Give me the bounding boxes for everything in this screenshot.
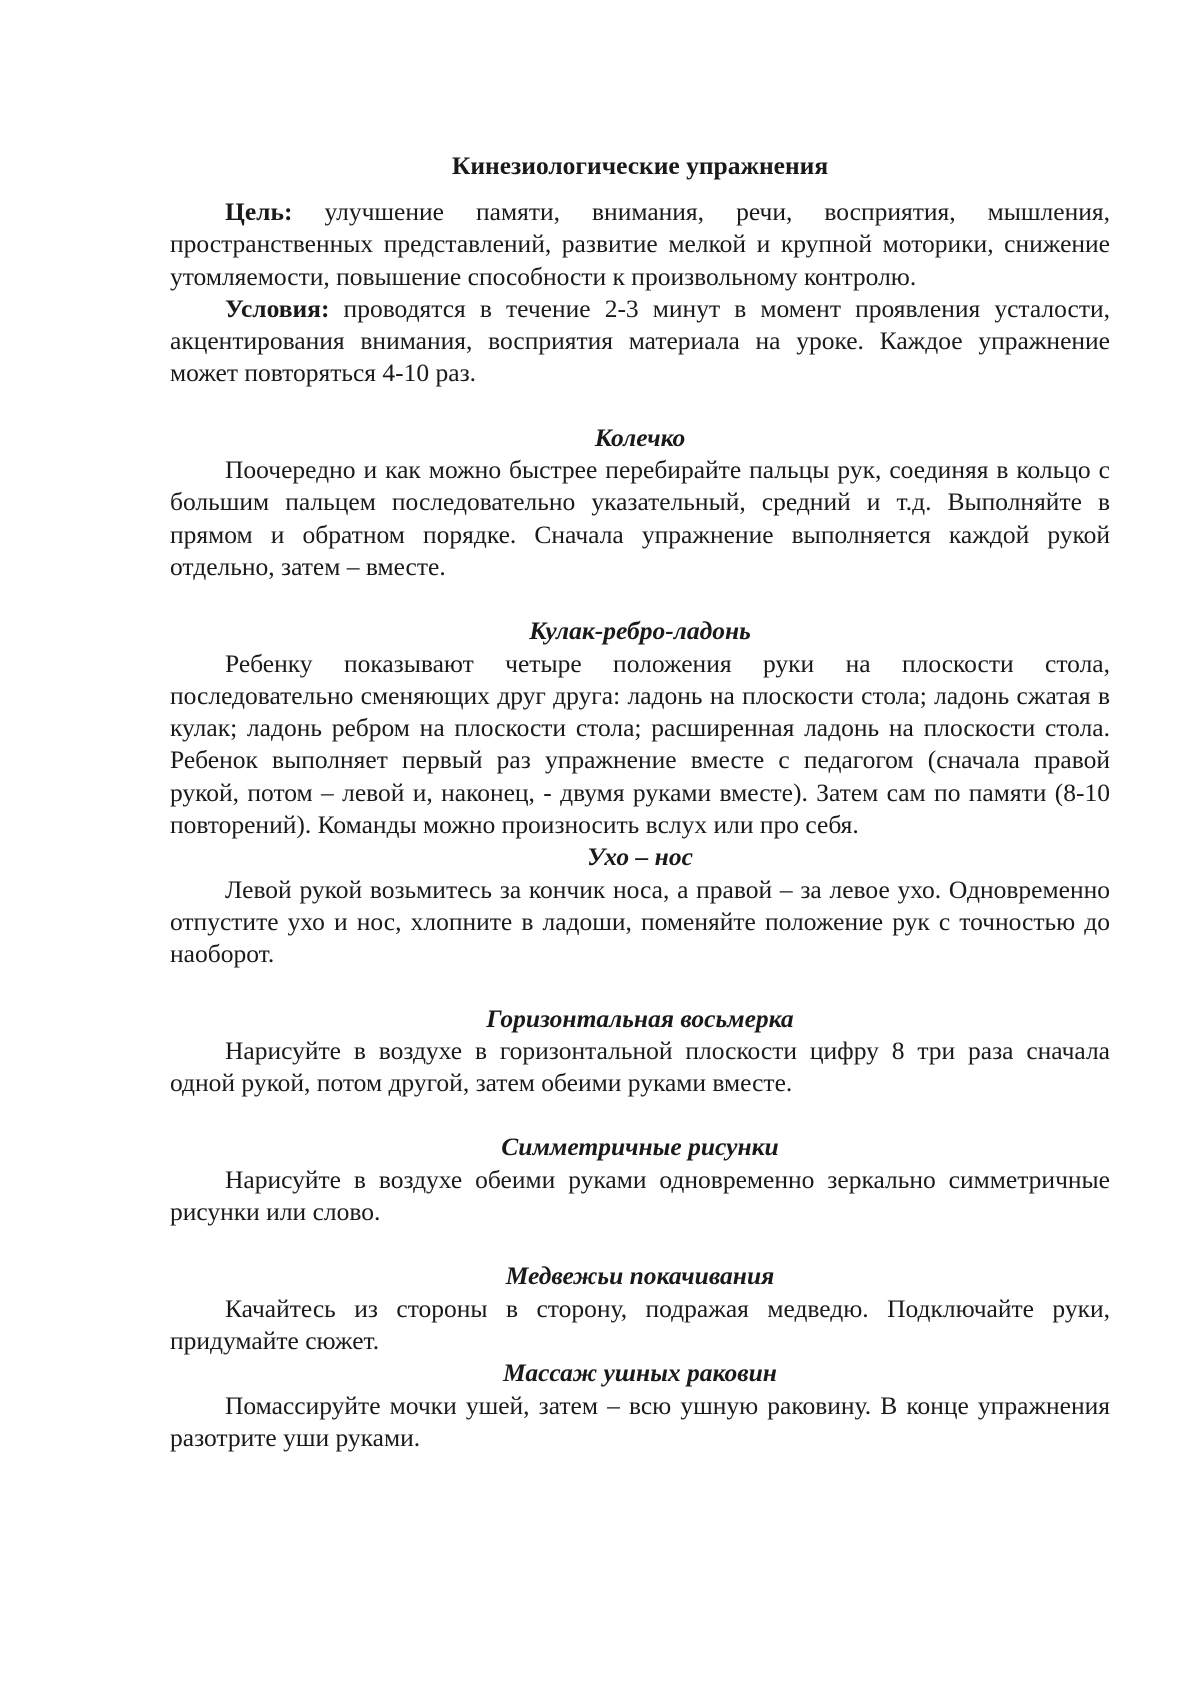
exercise-text-symmetric-drawings: Нарисуйте в воздухе обеими руками одновременно зеркально симметричные рисунки или слово. bbox=[170, 1164, 1110, 1227]
exercise-title-ear-nose: Ухо – нос bbox=[587, 842, 693, 872]
conditions-paragraph bbox=[170, 293, 1110, 390]
exercise-title-fist-edge-palm: Кулак-ребро-ладонь bbox=[529, 616, 751, 646]
conditions-text: проводятся в течение 2-3 минут в момент проявления усталости, акцентирования внимания, восприятия материала на уроке. Каждое упражнение может повторяться 4-10 раз. bbox=[170, 293, 1110, 388]
exercise-text-bear-swaying: Качайтесь из стороны в сторону, подражая медведю. Подключайте руки, придумайте сюжет. bbox=[170, 1293, 1110, 1355]
exercise-title-ear-massage: Массаж ушных раковин bbox=[503, 1358, 777, 1388]
exercise-title-symmetric-drawings: Симметричные рисунки bbox=[501, 1132, 779, 1162]
goal-paragraph bbox=[170, 196, 1110, 293]
document-page bbox=[170, 150, 1110, 1454]
exercise-text-ear-massage: Помассируйте мочки ушей, затем – всю ушную раковину. В конце упражнения разотрите уши руками. bbox=[170, 1390, 1110, 1452]
document-title: Кинезиологические упражнения bbox=[451, 151, 829, 180]
conditions-label: Условия: bbox=[225, 293, 330, 323]
exercise-text-horizontal-eight: Нарисуйте в воздухе в горизонтальной плоскости цифру 8 три раза сначала одной рукой, потом другой, затем обеими руками вместе. bbox=[170, 1035, 1110, 1098]
exercise-text-ear-nose: Левой рукой возьмитесь за кончик носа, а правой – за левое ухо. Одновременно отпустите ухо и нос, хлопните в ладоши, поменяйте положение рук с точностью до наоборот. bbox=[170, 874, 1110, 969]
goal-label: Цель: bbox=[225, 197, 293, 226]
exercise-title-ring: Колечко bbox=[594, 422, 686, 452]
goal-text: улучшение памяти, внимания, речи, восприятия, мышления, пространственных представлений, развитие мелкой и крупной моторики, снижение утомляемости, повышение способности к произвольному контролю. bbox=[170, 197, 1110, 291]
exercise-title-horizontal-eight: Горизонтальная восьмерка bbox=[486, 1003, 794, 1033]
exercise-text-fist-edge-palm: Ребенку показывают четыре положения руки на плоскости стола, последовательно сменяющих друг друга: ладонь на плоскости стола; ладонь сжатая в кулак; ладонь ребром на плоскости стола; расширенная ладонь на плоскости стола. Ребенок выполняет первый раз упражнение вместе с педагогом (сначала правой рукой, потом – левой и, наконец, - двумя руками вместе). Затем сам по памяти (8-10 повторений). Команды можно произносить вслух или про себя. bbox=[170, 648, 1110, 840]
exercise-text-ring: Поочередно и как можно быстрее перебирайте пальцы рук, соединяя в кольцо с большим пальцем последовательно указательный, средний и т.д. Выполняйте в прямом и обратном порядке. Сначала упражнение выполняется каждой рукой отдельно, затем – вместе. bbox=[170, 455, 1110, 581]
exercise-title-bear-swaying: Медвежьи покачивания bbox=[505, 1261, 775, 1291]
